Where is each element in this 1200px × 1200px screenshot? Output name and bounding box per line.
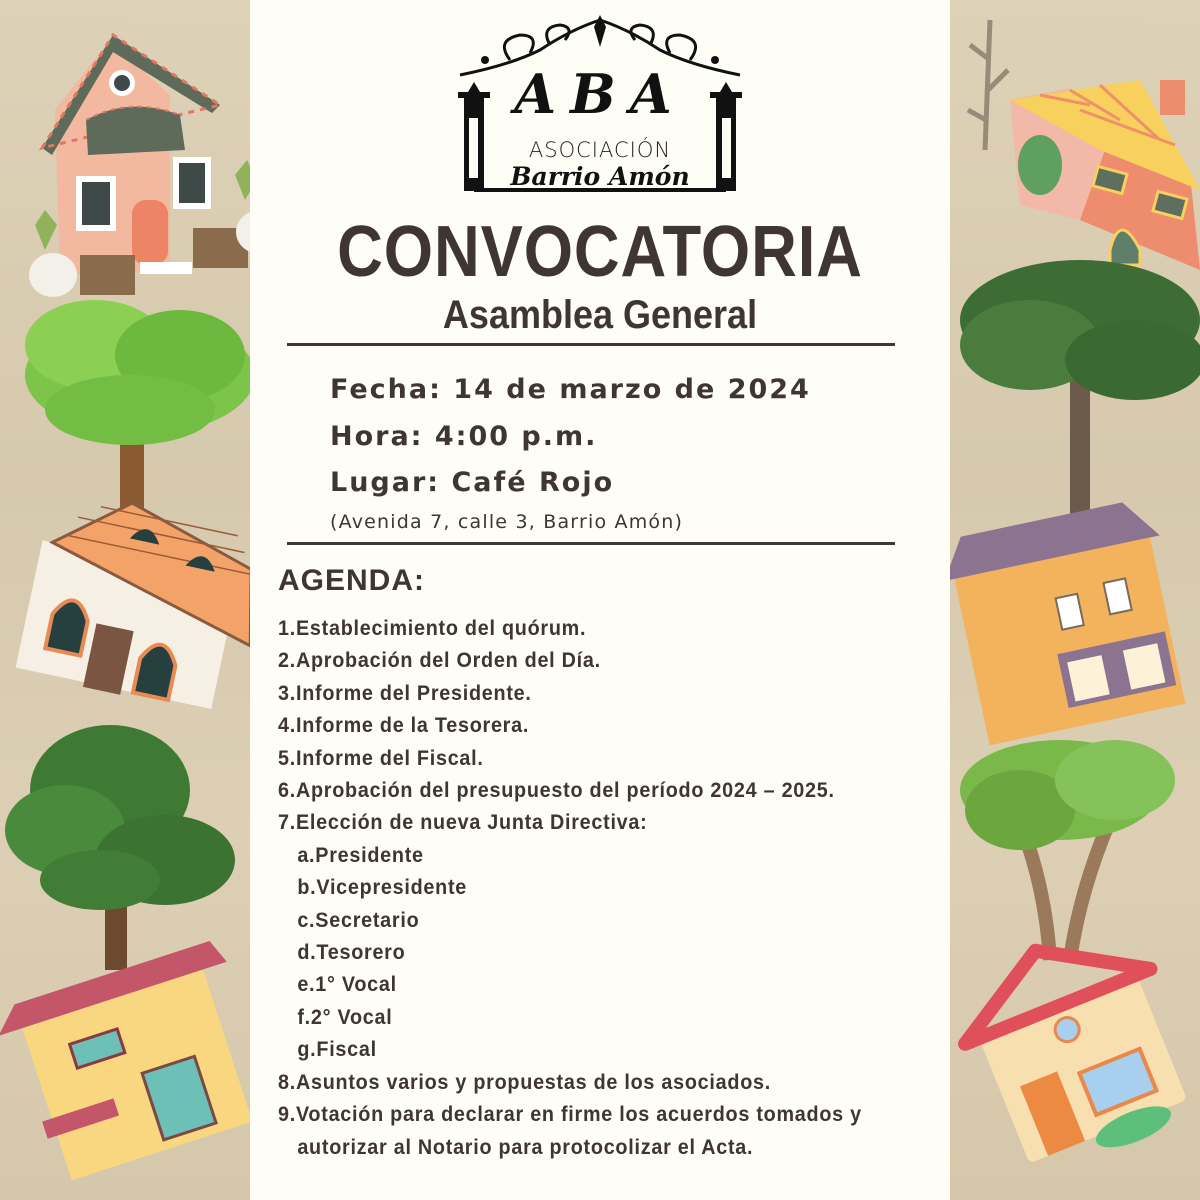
agenda-sub-item: f.2° Vocal xyxy=(297,1004,393,1029)
white-house-icon xyxy=(15,487,250,720)
agenda-item: 8.Asuntos varios y propuestas de los asociados. xyxy=(278,1069,771,1094)
logo-letters: ABA xyxy=(514,62,686,126)
event-place: Lugar: Café Rojo xyxy=(330,467,615,498)
agenda-sub-item: g.Fiscal xyxy=(297,1037,377,1062)
cream-house-icon xyxy=(950,913,1200,1187)
agenda-item: 5.Informe del Fiscal. xyxy=(278,745,484,770)
agenda-list xyxy=(278,612,938,1163)
agenda-item: 6.Aprobación del presupuesto del período 2024 – 2025. xyxy=(278,778,835,803)
dark-green-tree-icon xyxy=(5,725,235,970)
logo-barrio-amon: Barrio Amón xyxy=(510,162,690,191)
agenda-sub-item: e.1° Vocal xyxy=(297,972,397,997)
aba-logo xyxy=(450,10,750,195)
orange-house-icon xyxy=(950,496,1195,747)
agenda-item: 1.Establecimiento del quórum. xyxy=(278,616,587,640)
agenda-item: 4.Informe de la Tesorera. xyxy=(278,713,530,738)
coral-house-icon xyxy=(968,20,1200,270)
agenda-heading: AGENDA: xyxy=(278,564,425,597)
right-houses-trees-illustration xyxy=(950,0,1200,1200)
event-date: Fecha: 14 de marzo de 2024 xyxy=(330,374,811,405)
green-tree-icon xyxy=(960,740,1175,960)
logo-asociacion: ASOCIACIÓN xyxy=(528,138,672,162)
page-subtitle: Asamblea General xyxy=(442,293,758,337)
agenda-item: 9.Votación para declarar en firme los acuerdos tomados y xyxy=(278,1102,862,1127)
agenda-item: 2.Aprobación del Orden del Día. xyxy=(278,648,601,673)
agenda-sub-item: b.Vicepresidente xyxy=(297,875,468,900)
agenda-sub-item: c.Secretario xyxy=(297,907,420,932)
agenda-sub-item: d.Tesorero xyxy=(297,940,406,965)
event-time: Hora: 4:00 p.m. xyxy=(330,421,598,452)
left-houses-trees-illustration xyxy=(0,0,250,1200)
event-address: (Avenida 7, calle 3, Barrio Amón) xyxy=(330,511,684,533)
dark-green-tree-icon xyxy=(960,260,1200,530)
agenda-sub-item: a.Presidente xyxy=(297,842,424,867)
divider-top xyxy=(287,343,895,346)
yellow-house-icon xyxy=(0,938,250,1188)
agenda-item-continuation: autorizar al Notario para protocolizar el Acta. xyxy=(297,1134,754,1159)
green-tree-icon xyxy=(25,300,250,520)
agenda-item: 7.Elección de nueva Junta Directiva: xyxy=(278,810,648,835)
divider-bottom xyxy=(287,542,895,545)
agenda-item: 3.Informe del Presidente. xyxy=(278,680,532,705)
pink-house-icon xyxy=(29,35,250,297)
page-title: CONVOCATORIA xyxy=(337,212,863,292)
